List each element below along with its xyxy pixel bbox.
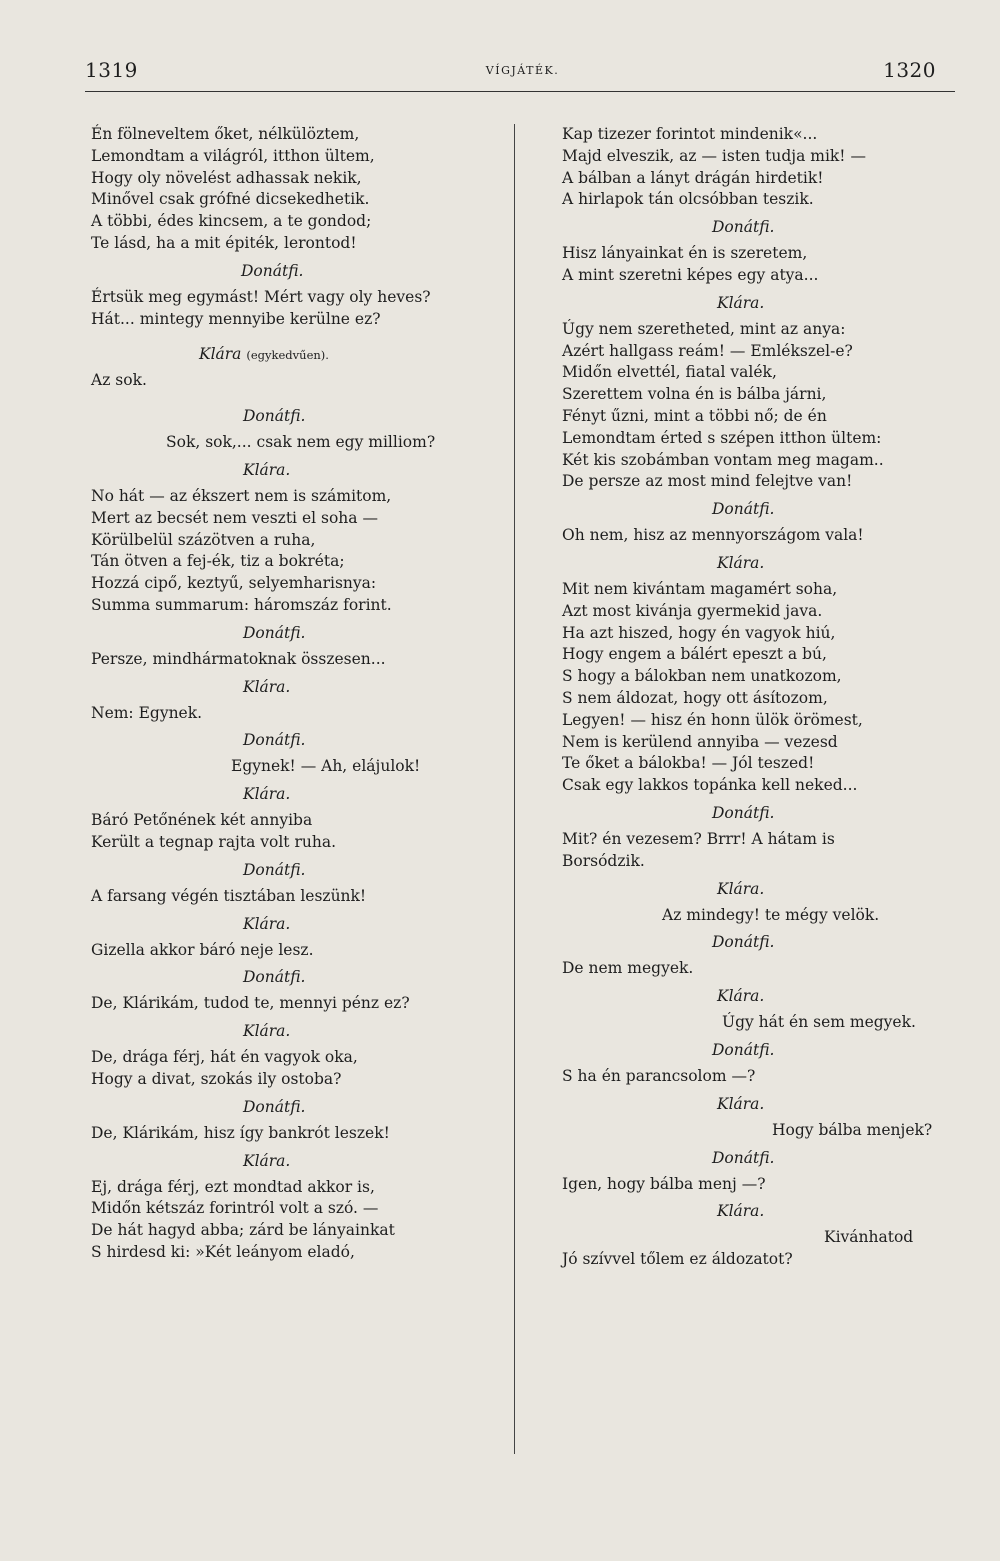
verse-line: Ha azt hiszed, hogy én vagyok hiú, [562,623,836,642]
verse-line: Hogy engem a bálért epeszt a bú, [562,645,827,664]
verse-line: Sok, sok,... csak nem egy milliom? [166,433,436,452]
speaker-label: Donátfi. [712,218,775,237]
speaker-label: Donátfi. [243,407,306,426]
verse-line: Borsódzik. [562,851,645,870]
verse-line: Szerettem volna én is bálba járni, [562,385,827,404]
speaker-name [91,1015,501,1047]
verse-line: Summa summarum: háromszáz forint. [91,595,392,614]
verse-line: A bálban a lányt drágán hirdetik! [562,168,824,187]
verse-line: Báró Petőnének két annyiba [91,811,313,830]
verse-line: A többi, édes kincsem, a te gondod; [91,212,372,231]
verse-line: Midőn elvettél, fiatal valék, [562,363,777,382]
speaker-name [562,1195,987,1227]
verse-line: Midőn kétszáz forintról volt a szó. — [91,1199,379,1218]
verse-line: Hogy a divat, szokás ily ostoba? [91,1069,342,1088]
verse-line: Én fölneveltem őket, nélkülöztem, [91,125,360,143]
header-rule [85,91,955,92]
speaker-label: Donátfi. [712,1040,775,1059]
speaker-label: Klára. [717,987,765,1006]
verse-line: De, Klárikám, tudod te, mennyi pénz ez? [91,994,410,1013]
speaker-name [91,617,501,649]
speaker-name [91,400,501,432]
verse-line: Igen, hogy bálba menj —? [562,1174,766,1193]
verse-line: Lemondtam a világról, itthon ültem, [91,146,375,165]
speaker-name [91,1091,501,1123]
verse-line: Nem is kerülend annyiba — vezesd [562,732,838,751]
speaker-label: Donátfi. [243,860,306,879]
verse-line: Egynek! — Ah, elájulok! [231,757,421,776]
verse-line: Értsük meg egymást! Mért vagy oly heves? [91,287,431,306]
speaker-name [562,1088,987,1120]
speaker-name [562,547,987,579]
speaker-label: Donátfi. [243,968,306,987]
verse-line: Te lásd, ha a mit épiték, lerontod! [91,233,357,252]
verse-line: No hát — az ékszert nem is számitom, [91,486,392,505]
speaker-label: Klára. [243,677,291,696]
verse-line: De persze az most mind felejtve van! [562,472,853,491]
verse-line: A mint szeretni képes egy atya... [562,265,819,284]
verse-line: Oh nem, hisz az mennyországom vala! [562,526,864,545]
verse-line: Hát... mintegy mennyibe kerülne ez? [91,309,381,328]
speaker-name [562,1142,987,1174]
speaker-name [91,778,501,810]
stage-direction: (egykedvűen). [246,348,329,363]
verse-line: Jó szívvel tőlem ez áldozatot? [562,1250,793,1269]
speaker-label: Donátfi. [243,731,306,750]
speaker-name [91,908,501,940]
verse-line: Hisz lányainkat én is szeretem, [562,244,808,263]
speaker-label: Klára. [243,1022,291,1041]
speaker-label: Klára. [717,1094,765,1113]
speaker-label: Donátfi. [241,261,304,280]
speaker-name [562,1034,987,1066]
verse-line: Hogy bálba menjek? [772,1120,933,1139]
verse-line: Azért hallgass reám! — Emlékszel-e? [562,341,853,360]
speaker-label: Klára. [717,879,765,898]
verse-line: Lemondtam érted s szépen itthon ültem: [562,428,882,447]
speaker-label: Donátfi. [243,623,306,642]
verse-line: Mert az becsét nem veszti el soha — [91,508,378,527]
speaker-label: Klára. [243,914,291,933]
speaker-name [562,211,987,243]
speaker-name [562,493,987,525]
verse-line: Fényt űzni, mint a többi nő; de én [562,406,827,425]
speaker-name [562,873,987,905]
verse-line: Került a tegnap rajta volt ruha. [91,832,337,851]
right-column [562,124,987,1271]
verse-line: Gizella akkor báró neje lesz. [91,940,314,959]
verse-line: Hozzá cipő, keztyű, selyemharisnya: [91,574,377,593]
speaker-name [91,724,501,756]
verse-line: Minővel csak grófné dicsekedhetik. [91,190,370,209]
speaker-label: Donátfi. [712,803,775,822]
left-column [91,124,501,1264]
page-number-left: 1319 [85,58,138,82]
verse-line: Kivánhatod [824,1228,914,1247]
spacer [91,330,501,338]
speaker-label: Klára. [243,1151,291,1170]
page-number-right: 1320 [883,58,936,82]
verse-line: Te őket a bálokba! — Jól teszed! [562,754,815,773]
verse-line: A hirlapok tán olcsóbban teszik. [562,190,814,209]
verse-line: Kap tizezer forintot mindenik«... [562,125,818,143]
verse-line: De nem megyek. [562,959,694,978]
speaker-label: Klára. [717,1202,765,1221]
verse-line: Nem: Egynek. [91,703,203,722]
speaker-name [91,454,501,486]
speaker-name [91,1145,501,1177]
speaker-label: Donátfi. [712,500,775,519]
speaker-name [91,854,501,886]
verse-line: S hirdesd ki: »Két leányom eladó, [91,1242,355,1261]
verse-line: Hogy oly növelést adhassak nekik, [91,168,362,187]
speaker-name [562,797,987,829]
speaker-label: Klára. [243,785,291,804]
speaker-name [91,338,501,370]
speaker-label: Donátfi. [712,1148,775,1167]
verse-line: Legyen! — hisz én honn ülök örömest, [562,710,863,729]
verse-line: S hogy a bálokban nem unatkozom, [562,667,842,686]
speaker-name [562,287,987,319]
verse-line: Az mindegy! te mégy velök. [662,905,880,924]
verse-line: Az sok. [91,371,147,390]
speaker-label: Klára. [717,293,765,312]
verse-line: Két kis szobámban vontam meg magam.. [562,450,884,469]
verse-line: Tán ötven a fej-ék, tiz a bokréta; [91,552,345,571]
column-divider [514,124,515,1454]
verse-line: Azt most kivánja gyermekid java. [562,601,823,620]
page-header [85,58,960,98]
verse-line: Ej, drága férj, ezt mondtad akkor is, [91,1177,375,1196]
verse-line: Persze, mindhármatoknak összesen... [91,649,386,668]
verse-line: De, drága férj, hát én vagyok oka, [91,1048,358,1067]
verse-line: Mit? én vezesem? Brrr! A hátam is [562,829,835,848]
speaker-name [91,961,501,993]
spacer [91,392,501,400]
speaker-label: Klára. [717,553,765,572]
verse-line: S ha én parancsolom —? [562,1066,756,1085]
speaker-name [91,671,501,703]
verse-line: Úgy hát én sem megyek. [722,1013,916,1032]
verse-line: Mit nem kivántam magamért soha, [562,579,838,598]
speaker-label: Klára [199,345,242,364]
verse-line: S nem áldozat, hogy ott ásítozom, [562,688,828,707]
verse-line: De, Klárikám, hisz így bankrót leszek! [91,1123,390,1142]
verse-line: Csak egy lakkos topánka kell neked... [562,776,858,795]
verse-line: A farsang végén tisztában leszünk! [91,886,367,905]
running-title: VÍGJÁTÉK. [485,64,560,77]
speaker-label: Donátfi. [712,933,775,952]
speaker-name [562,980,987,1012]
verse-line: De hát hagyd abba; zárd be lányainkat [91,1221,395,1240]
speaker-name [91,255,501,287]
speaker-label: Donátfi. [243,1097,306,1116]
speaker-name [562,926,987,958]
verse-line: Körülbelül százötven a ruha, [91,530,316,549]
verse-line: Majd elveszik, az — isten tudja mik! — [562,146,866,165]
verse-line: Úgy nem szeretheted, mint az anya: [562,319,846,338]
speaker-label: Klára. [243,460,291,479]
